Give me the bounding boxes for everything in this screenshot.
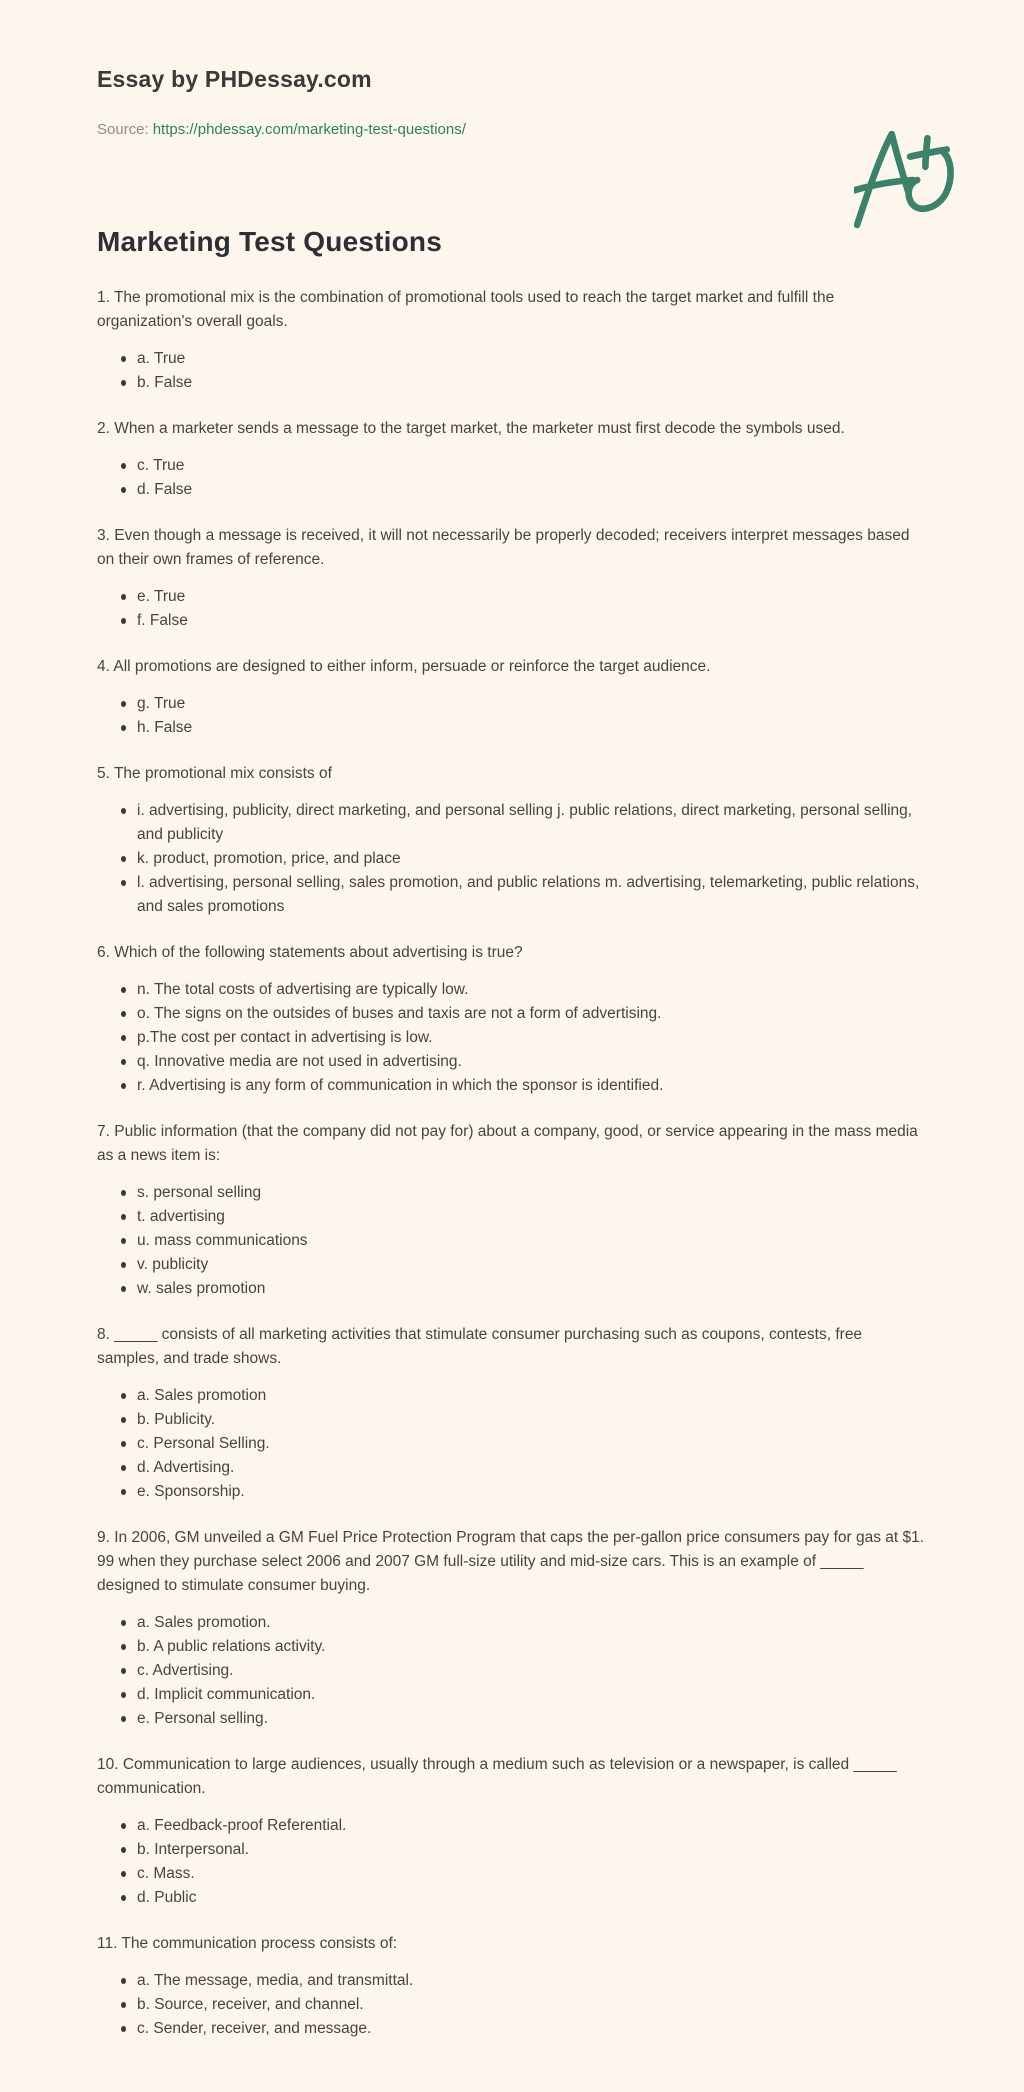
option-item: n. The total costs of advertising are typically low.: [137, 978, 927, 1002]
question-text: 7. Public information (that the company did not pay for) about a company, good, or service appearing in the mass media as a news item is:: [97, 1123, 918, 1164]
question-text: 3. Even though a message is received, it will not necessarily be properly decoded; receivers interpret messages based on their own frames of reference.: [97, 527, 910, 568]
question-block: [97, 1323, 927, 1504]
option-item: c. True: [137, 454, 927, 478]
option-item: s. personal selling: [137, 1181, 927, 1205]
options-list: [97, 1969, 927, 2041]
option-item: b. Interpersonal.: [137, 1838, 927, 1862]
option-item: b. Publicity.: [137, 1408, 927, 1432]
option-item: w. sales promotion: [137, 1277, 927, 1301]
option-item: b. A public relations activity.: [137, 1635, 927, 1659]
option-item: d. Public: [137, 1886, 927, 1910]
option-item: p.The cost per contact in advertising is low.: [137, 1026, 927, 1050]
option-item: i. advertising, publicity, direct marketing, and personal selling j. public relations, direct marketing, personal selling, and publicity: [137, 799, 927, 847]
option-item: d. Advertising.: [137, 1456, 927, 1480]
option-item: a. Sales promotion: [137, 1384, 927, 1408]
page-title: Marketing Test Questions: [97, 226, 443, 257]
option-item: e. True: [137, 585, 927, 609]
options-list: [97, 454, 927, 502]
option-item: c. Advertising.: [137, 1659, 927, 1683]
option-item: e. Personal selling.: [137, 1707, 927, 1731]
questions-list: [97, 286, 927, 2041]
question-block: [97, 1526, 927, 1731]
question-text: 2. When a marketer sends a message to the target market, the marketer must first decode the symbols used.: [97, 420, 845, 437]
option-item: a. The message, media, and transmittal.: [137, 1969, 927, 1993]
options-list: [97, 585, 927, 633]
question-block: [97, 762, 927, 919]
question-block: [97, 1753, 927, 1910]
option-item: c. Personal Selling.: [137, 1432, 927, 1456]
option-item: d. False: [137, 478, 927, 502]
option-item: f. False: [137, 609, 927, 633]
question-text: 4. All promotions are designed to either inform, persuade or reinforce the target audience.: [97, 658, 711, 675]
option-item: u. mass communications: [137, 1229, 927, 1253]
question-text: 6. Which of the following statements about advertising is true?: [97, 944, 523, 961]
question-block: [97, 524, 927, 633]
option-item: t. advertising: [137, 1205, 927, 1229]
question-block: [97, 1932, 927, 2041]
option-item: l. advertising, personal selling, sales promotion, and public relations m. advertising, telemarketing, public relations, and sales promotions: [137, 871, 927, 919]
options-list: [97, 1611, 927, 1731]
option-item: a. Feedback-proof Referential.: [137, 1814, 927, 1838]
options-list: [97, 1181, 927, 1301]
question-block: [97, 417, 927, 502]
header: [97, 64, 927, 140]
options-list: [97, 799, 927, 919]
options-list: [97, 1384, 927, 1504]
option-item: r. Advertising is any form of communication in which the sponsor is identified.: [137, 1074, 927, 1098]
option-item: b. False: [137, 371, 927, 395]
source-label: Source:: [97, 121, 149, 138]
question-block: [97, 655, 927, 740]
option-item: a. Sales promotion.: [137, 1611, 927, 1635]
a-plus-logo-icon: [854, 124, 956, 230]
option-item: a. True: [137, 347, 927, 371]
source-line: [97, 120, 927, 140]
question-text: 9. In 2006, GM unveiled a GM Fuel Price Protection Program that caps the per-gallon price consumers pay for gas at $1. 99 when they purchase select 2006 and 2007 GM full-size utility and mid-size cars. This is an example of _____ designed to stimulate consumer buying.: [97, 1529, 925, 1594]
question-text: 1. The promotional mix is the combination of promotional tools used to reach the target market and fulfill the organization's overall goals.: [97, 289, 835, 330]
option-item: b. Source, receiver, and channel.: [137, 1993, 927, 2017]
question-block: [97, 286, 927, 395]
option-item: v. publicity: [137, 1253, 927, 1277]
option-item: d. Implicit communication.: [137, 1683, 927, 1707]
option-item: q. Innovative media are not used in advertising.: [137, 1050, 927, 1074]
option-item: c. Sender, receiver, and message.: [137, 2017, 927, 2041]
options-list: [97, 978, 927, 1098]
question-block: [97, 1120, 927, 1301]
option-item: h. False: [137, 716, 927, 740]
essay-page: [0, 64, 1024, 2092]
options-list: [97, 347, 927, 395]
option-item: g. True: [137, 692, 927, 716]
options-list: [97, 692, 927, 740]
header-title: Essay by PHDessay.com: [97, 66, 372, 92]
option-item: k. product, promotion, price, and place: [137, 847, 927, 871]
options-list: [97, 1814, 927, 1910]
question-text: 8. _____ consists of all marketing activities that stimulate consumer purchasing such as coupons, contests, free samples, and trade shows.: [97, 1326, 863, 1367]
question-block: [97, 941, 927, 1098]
question-text: 11. The communication process consists of:: [97, 1935, 398, 1952]
option-item: o. The signs on the outsides of buses and taxis are not a form of advertising.: [137, 1002, 927, 1026]
question-text: 5. The promotional mix consists of: [97, 765, 332, 782]
option-item: c. Mass.: [137, 1862, 927, 1886]
source-link[interactable]: https://phdessay.com/marketing-test-questions/: [152, 121, 466, 138]
option-item: e. Sponsorship.: [137, 1480, 927, 1504]
document-body: [97, 224, 927, 2041]
question-text: 10. Communication to large audiences, usually through a medium such as television or a newspaper, is called _____ communication.: [97, 1756, 897, 1797]
